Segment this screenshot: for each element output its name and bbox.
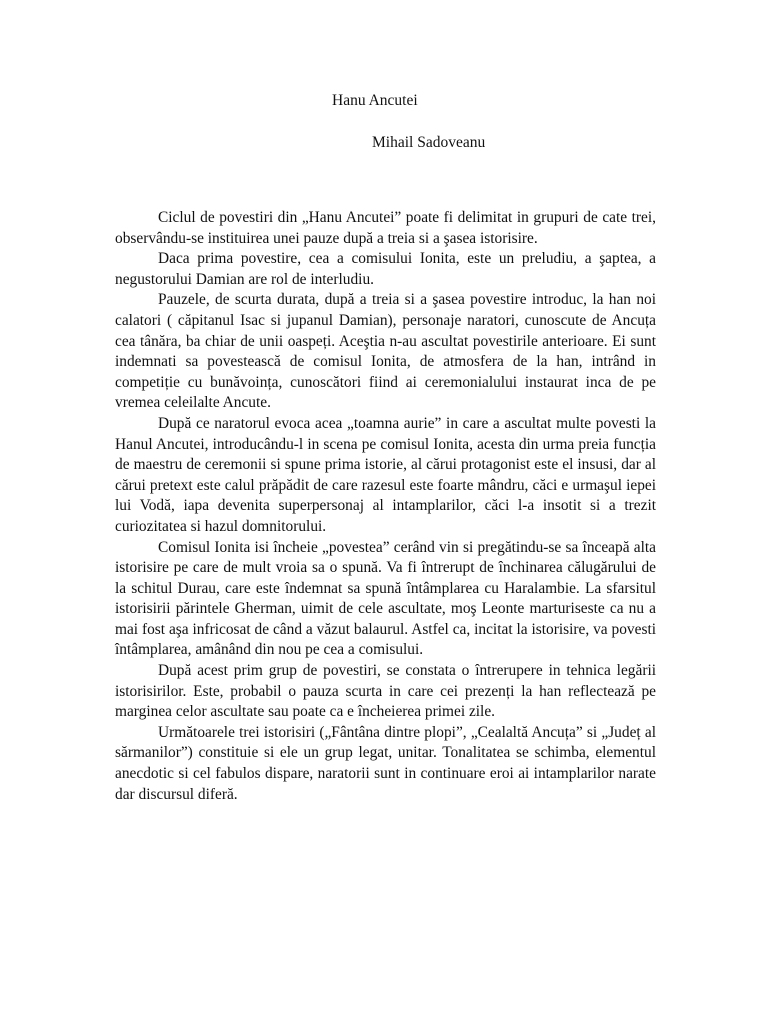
paragraph: După ce naratorul evoca acea „toamna aurie” in care a ascultat multe povesti la Hanul Ancutei, introducându-l in scena pe comisul Ionita, acesta din urma preia funcția de maestru de ceremonii si spune prima istorie, al cărui protagonist este el insusi, dar al cărui pretext este calul prăpădit de care razesul este foarte mândru, căci e urmaşul iepei lui Vodă, iapa devenita superpersonaj al intamplarilor, căci l-a insotit si a trezit curiozitatea si hazul domnitorului. [115,414,656,535]
paragraph: Următoarele trei istorisiri („Fântâna dintre plopi”, „Cealaltă Ancuța” si „Județ al sărmanilor”) constituie si ele un grup legat, unitar. Tonalitatea se schimba, elementul anecdotic si cel fabulos dispare, naratorii sunt in continuare eroi ai intamplarilor narate dar discursul diferă. [115,723,656,803]
paragraph: Ciclul de povestiri din „Hanu Ancutei” poate fi delimitat in grupuri de cate trei, observându-se instituirea unei pauze după a treia si a şasea istorisire. [115,209,656,247]
document-author: Mihail Sadoveanu [372,134,486,151]
paragraph: După acest prim grup de povestiri, se constata o întrerupere in tehnica legării istorisirilor. Este, probabil o pauza scurta in care cei prezenți la han reflectează pe marginea celor ascultate sau poate ca e încheierea primei zile. [115,662,656,721]
document-body [115,208,656,805]
paragraph: Pauzele, de scurta durata, după a treia si a şasea povestire introduc, la han noi calatori ( căpitanul Isac si jupanul Damian), personaje naratori, cunoscute de Ancuța cea tânăra, ba chiar de unii oaspeți. Aceştia n-au ascultat povestirile anterioare. Ei sunt indemnati sa povestească de comisul Ionita, de atmosfera de la han, intrând in competiție cu bunăvoința, cunoscători fiind ai ceremonialului instaurat inca de pe vremea celeilalte Ancute. [115,291,656,412]
document-title: Hanu Ancutei [332,92,418,109]
paragraph: Daca prima povestire, cea a comisului Ionita, este un preludiu, a şaptea, a negustorului Damian are rol de interludiu. [115,250,656,288]
paragraph: Comisul Ionita isi încheie „povestea” cerând vin si pregătindu-se sa înceapă alta istorisire pe care de mult vroia sa o spună. Va fi întrerupt de închinarea călugărului de la schitul Durau, care este îndemnat sa spună întâmplarea cu Haralambie. La sfarsitul istorisirii părintele Gherman, uimit de cele ascultate, moş Leonte marturiseste ca nu a mai fost aşa infricosat de când a văzut balaurul. Astfel ca, incitat la istorisire, va povesti întâmplarea, amânând din nou pe cea a comisului. [115,538,656,659]
